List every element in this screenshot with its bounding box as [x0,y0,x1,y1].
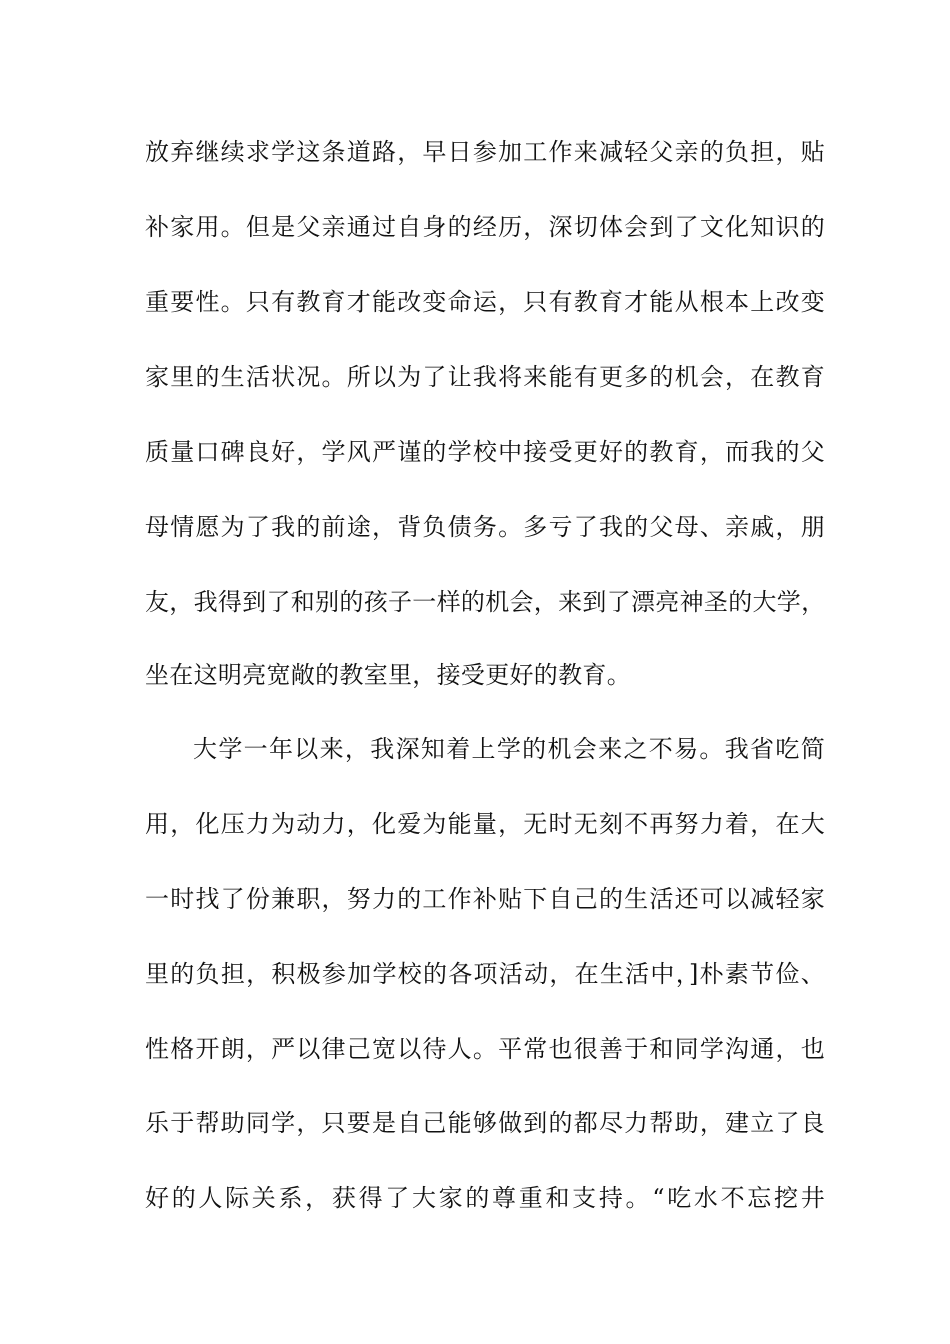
text-line: 乐于帮助同学，只要是自己能够做到的都尽力帮助，建立了良 [145,1109,825,1137]
text-line: 用，化压力为动力，化爱为能量，无时无刻不再努力着，在大 [145,810,825,838]
text-line: 性格开朗，严以律己宽以待人。平常也很善于和同学沟通，也 [145,1035,825,1063]
text-line: 家里的生活状况。所以为了让我将来能有更多的机会，在教育 [145,363,825,391]
text-line: 友，我得到了和别的孩子一样的机会，来到了漂亮神圣的大学， [145,588,826,616]
text-line: 里的负担，积极参加学校的各项活动，在生活中，]朴素节俭、 [145,960,825,988]
text-line: 好的人际关系，获得了大家的尊重和支持。“吃水不忘挖井 [145,1184,825,1212]
text-line: 放弃继续求学这条道路，早日参加工作来减轻父亲的负担，贴 [145,138,825,166]
paragraph-first-line: 大学一年以来，我深知着上学的机会来之不易。我省吃简 [193,735,825,763]
text-line: 母情愿为了我的前途，背负债务。多亏了我的父母、亲戚，朋 [145,513,825,541]
text-line: 质量口碑良好，学风严谨的学校中接受更好的教育，而我的父 [145,438,825,466]
text-line: 重要性。只有教育才能改变命运，只有教育才能从根本上改变 [145,288,825,316]
text-line: 补家用。但是父亲通过自身的经历，深切体会到了文化知识的 [145,213,825,241]
text-line: 坐在这明亮宽敞的教室里，接受更好的教育。 [145,661,631,689]
text-line: 一时找了份兼职，努力的工作补贴下自己的生活还可以减轻家 [145,885,825,913]
